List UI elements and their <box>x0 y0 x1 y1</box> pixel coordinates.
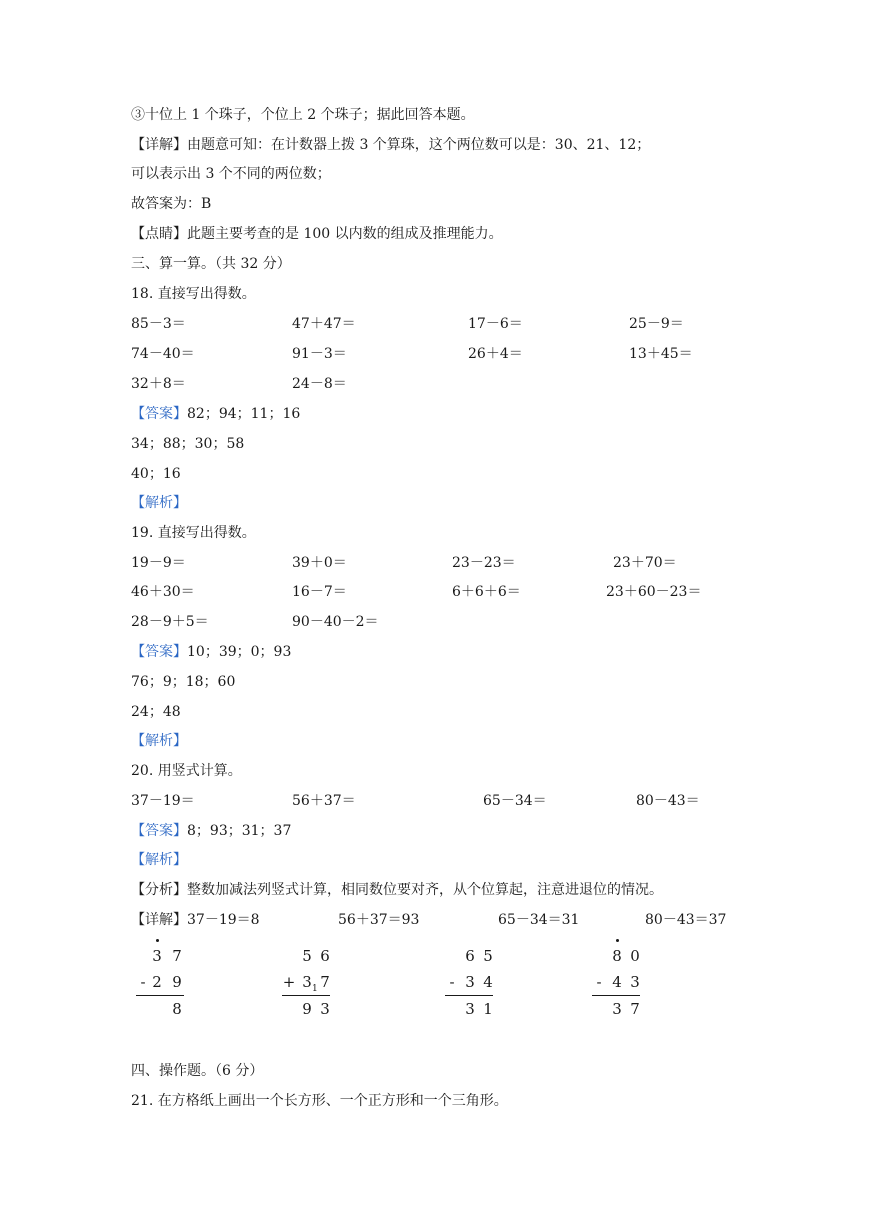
digit: 3 <box>465 1000 475 1018</box>
digit: 9 <box>172 973 182 991</box>
digit: 4 <box>612 973 622 991</box>
answer-text: 8；93；31；37 <box>187 823 292 839</box>
question-20-title: 20. 用竖式计算。 <box>131 763 242 779</box>
digit: 3 <box>302 973 312 991</box>
digit: 7 <box>172 947 182 965</box>
detail-tag: 【详解】 <box>131 137 187 153</box>
note-text: 此题主要考查的是 100 以内数的组成及推理能力。 <box>187 226 503 242</box>
answer-line <box>131 821 291 841</box>
digit: 8 <box>612 947 622 965</box>
digit: 3 <box>320 1000 330 1018</box>
digit: 3 <box>465 973 475 991</box>
analysis-label: 【分析】 <box>131 882 187 898</box>
carry-mark: 1 <box>312 984 318 994</box>
answer-line <box>131 404 300 424</box>
expression: 65－34＝ <box>483 793 547 809</box>
rule-line <box>136 995 184 996</box>
digit: 3 <box>152 947 162 965</box>
rule-line <box>282 995 330 996</box>
rule-line <box>445 995 493 996</box>
note-tag: 【点睛】 <box>131 226 187 242</box>
note-line <box>131 224 503 244</box>
expression: 85－3＝ <box>131 316 186 332</box>
digit: 3 <box>612 1000 622 1018</box>
expression: 32＋8＝ <box>131 376 186 392</box>
answer-tag: 【答案】 <box>131 823 187 839</box>
expression: 91－3＝ <box>292 346 347 362</box>
digit: 0 <box>630 947 640 965</box>
detail-equation: 56＋37＝93 <box>338 912 420 928</box>
expression: 17－6＝ <box>468 316 523 332</box>
analysis-tag: 【解析】 <box>131 495 187 511</box>
answer-line: 24；48 <box>131 704 181 720</box>
answer-line: 34；88；30；58 <box>131 436 245 452</box>
expression: 6＋6＋6＝ <box>452 584 521 600</box>
text-line: ③十位上 1 个珠子，个位上 2 个珠子；据此回答本题。 <box>131 107 475 123</box>
expression: 24－8＝ <box>292 376 347 392</box>
vertical-calc-4 <box>592 945 662 1035</box>
section-heading: 三、算一算。（共 32 分） <box>131 256 291 272</box>
expression: 56＋37＝ <box>292 793 356 809</box>
expression: 28－9＋5＝ <box>131 614 209 630</box>
digit: 4 <box>483 973 493 991</box>
answer-text: 82；94；11；16 <box>187 406 301 422</box>
expression: 90－40－2＝ <box>292 614 379 630</box>
analysis-tag: 【解析】 <box>131 733 187 749</box>
expression: 25－9＝ <box>629 316 684 332</box>
expression: 26＋4＝ <box>468 346 523 362</box>
digit: 9 <box>302 1000 312 1018</box>
digit: 6 <box>465 947 475 965</box>
digit: 7 <box>320 973 330 991</box>
operator: + <box>282 973 296 991</box>
detail-equation: 65－34＝31 <box>498 912 580 928</box>
expression: 13＋45＝ <box>629 346 693 362</box>
expression: 23＋70＝ <box>613 555 677 571</box>
detail-line <box>131 910 260 930</box>
detail-line <box>131 135 650 155</box>
answer-tag: 【答案】 <box>131 406 187 422</box>
answer-text: 10；39；0；93 <box>187 644 292 660</box>
analysis-tag: 【解析】 <box>131 852 187 868</box>
digit: 7 <box>630 1000 640 1018</box>
answer-line <box>131 642 291 662</box>
text-line: 故答案为：B <box>131 196 212 212</box>
question-19-title: 19. 直接写出得数。 <box>131 525 256 541</box>
question-21-title: 21. 在方格纸上画出一个长方形、一个正方形和一个三角形。 <box>131 1093 508 1109</box>
detail-equation: 37－19＝8 <box>187 912 260 928</box>
expression: 19－9＝ <box>131 555 186 571</box>
digit: 5 <box>302 947 312 965</box>
operator: - <box>596 973 602 991</box>
detail-equation: 80－43＝37 <box>645 912 727 928</box>
digit: 3 <box>630 973 640 991</box>
expression: 23－23＝ <box>452 555 516 571</box>
borrow-dot <box>616 939 619 942</box>
expression: 16－7＝ <box>292 584 347 600</box>
expression: 80－43＝ <box>636 793 700 809</box>
expression: 74－40＝ <box>131 346 195 362</box>
detail-text: 由题意可知：在计数器上拨 3 个算珠，这个两位数可以是：30、21、12； <box>187 137 651 153</box>
vertical-calc-2 <box>282 945 352 1035</box>
answer-tag: 【答案】 <box>131 644 187 660</box>
expression: 23＋60－23＝ <box>606 584 702 600</box>
text-line: 可以表示出 3 个不同的两位数； <box>131 166 331 182</box>
digit: 2 <box>152 973 162 991</box>
answer-line: 40；16 <box>131 466 181 482</box>
answer-line: 76；9；18；60 <box>131 674 236 690</box>
digit: 5 <box>483 947 493 965</box>
detail-tag: 【详解】 <box>131 912 187 928</box>
digit: 8 <box>172 1000 182 1018</box>
digit: 1 <box>483 1000 493 1018</box>
section-heading: 四、操作题。（6 分） <box>131 1063 264 1079</box>
question-18-title: 18. 直接写出得数。 <box>131 286 256 302</box>
borrow-dot <box>156 939 159 942</box>
vertical-calc-3 <box>445 945 515 1035</box>
analysis-line <box>131 880 663 900</box>
vertical-calc-1 <box>136 945 206 1035</box>
expression: 47＋47＝ <box>292 316 356 332</box>
expression: 37－19＝ <box>131 793 195 809</box>
operator: - <box>449 973 455 991</box>
operator: - <box>140 973 146 991</box>
analysis-text: 整数加减法列竖式计算，相同数位要对齐，从个位算起，注意进退位的情况。 <box>187 882 663 898</box>
digit: 6 <box>320 947 330 965</box>
expression: 39＋0＝ <box>292 555 347 571</box>
expression: 46＋30＝ <box>131 584 195 600</box>
rule-line <box>592 995 640 996</box>
